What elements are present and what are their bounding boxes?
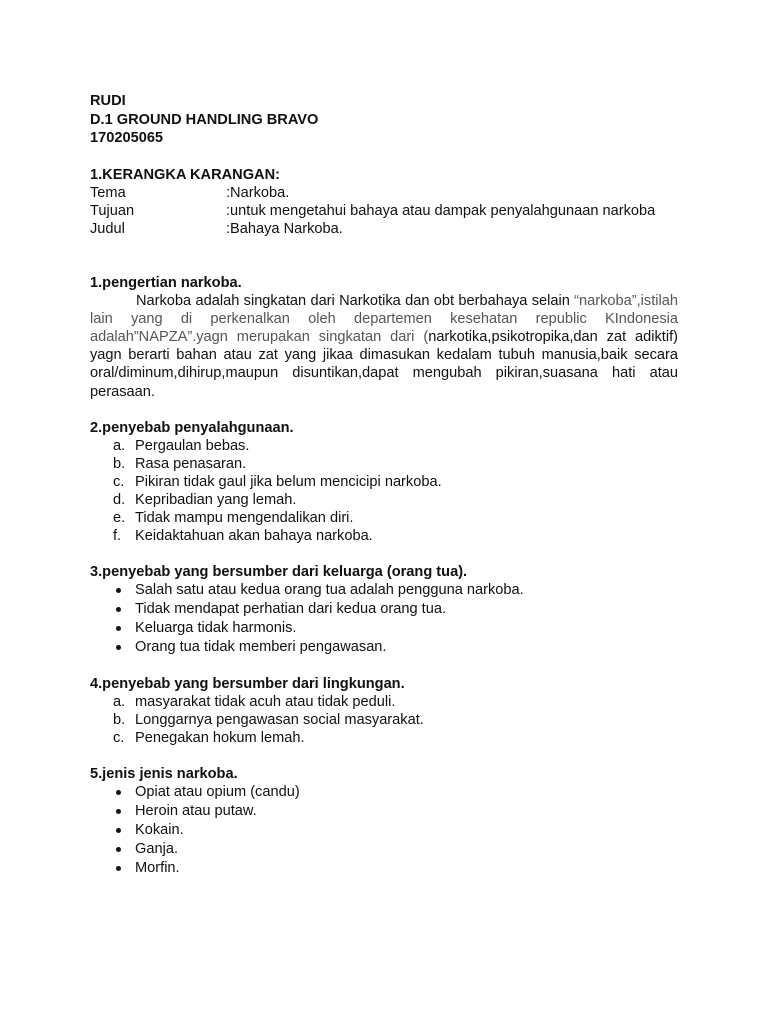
outline-key: Tema	[90, 184, 126, 201]
bullet-icon	[90, 859, 135, 878]
author-id-number: 170205065	[90, 130, 164, 146]
definition-paragraph	[90, 292, 678, 401]
list-marker: b.	[113, 711, 126, 728]
bullet-icon	[90, 840, 135, 859]
author-name: RUDI	[90, 93, 126, 109]
outline-key: Judul	[90, 220, 125, 237]
list-item	[90, 491, 678, 509]
paragraph-text: narkotika,psikotropika,dan zat adiktif) yagn berarti bahan atau zat yang jikaa dimasukan kedalam tubuh manusia,baik secara oral/diminum,dihirup,maupun disuntikan,dapat mengubah pikiran,suasana hati atau perasaan.	[90, 328, 679, 400]
causes-list	[90, 437, 678, 545]
list-item	[90, 509, 678, 527]
list-item-text: Tidak mampu mengendalikan diri.	[135, 509, 354, 526]
list-item	[90, 729, 678, 747]
list-marker: a.	[113, 693, 126, 710]
list-marker: d.	[113, 491, 126, 508]
list-item	[90, 859, 678, 878]
section-heading: 3.penyebab yang bersumber dari keluarga (orang tua).	[90, 563, 468, 580]
list-marker: a.	[113, 437, 126, 454]
section-types	[90, 765, 678, 878]
list-marker: f.	[113, 527, 122, 544]
list-item	[90, 711, 678, 729]
list-item-text: Heroin atau putaw.	[135, 802, 257, 819]
section-causes	[90, 419, 678, 545]
list-item-text: Keidaktahuan akan bahaya narkoba.	[135, 527, 373, 544]
list-item	[90, 783, 678, 802]
list-item	[90, 455, 678, 473]
list-item-text: Morfin.	[135, 859, 180, 876]
list-item	[90, 693, 678, 711]
paragraph-text: Narkoba adalah singkatan dari Narkotika dan obt berbahaya selain	[136, 292, 570, 309]
author-header	[90, 92, 678, 148]
bullet-icon	[90, 802, 135, 821]
section-environment-causes	[90, 675, 678, 747]
bullet-icon	[90, 783, 135, 802]
list-item-text: Keluarga tidak harmonis.	[135, 619, 297, 636]
list-item-text: Kokain.	[135, 821, 184, 838]
list-item-text: Longgarnya pengawasan social masyarakat.	[135, 711, 424, 728]
list-item-text: Opiat atau opium (candu)	[135, 783, 300, 800]
list-item	[90, 821, 678, 840]
outline-row	[90, 220, 678, 238]
list-item-text: Tidak mendapat perhatian dari kedua orang tua.	[135, 600, 447, 617]
list-item	[90, 473, 678, 491]
paragraph-text: “narkoba”,istilah lain yang di perkenalkan oleh departemen kesehatan republic KIndonesia adalah”NAPZA”.yagn merupakan singkatan dari (	[90, 292, 678, 345]
outline-title: 1.KERANGKA KARANGAN:	[90, 166, 280, 183]
section-definition	[90, 274, 678, 401]
outline-key: Tujuan	[90, 202, 135, 219]
list-marker: c.	[113, 473, 125, 490]
list-item-text: Ganja.	[135, 840, 178, 857]
list-item-text: Pergaulan bebas.	[135, 437, 250, 454]
bullet-icon	[90, 821, 135, 840]
outline-section	[90, 166, 678, 238]
document-page	[90, 92, 678, 878]
list-marker: e.	[113, 509, 126, 526]
section-heading: 4.penyebab yang bersumber dari lingkungan.	[90, 675, 405, 692]
bullet-icon	[90, 619, 135, 638]
outline-value: :untuk mengetahui bahaya atau dampak penyalahgunaan narkoba	[226, 202, 656, 219]
list-item	[90, 437, 678, 455]
drug-types-list	[90, 783, 678, 878]
bullet-icon	[90, 638, 135, 657]
list-marker: c.	[113, 729, 125, 746]
list-item-text: Kepribadian yang lemah.	[135, 491, 297, 508]
list-item	[90, 638, 678, 657]
author-class: D.1 GROUND HANDLING BRAVO	[90, 111, 319, 128]
list-item	[90, 802, 678, 821]
bullet-icon	[90, 581, 135, 600]
list-marker: b.	[113, 455, 126, 472]
list-item	[90, 619, 678, 638]
outline-row	[90, 202, 678, 220]
list-item	[90, 840, 678, 859]
list-item	[90, 600, 678, 619]
list-item	[90, 527, 678, 545]
outline-row	[90, 184, 678, 202]
section-heading: 1.pengertian narkoba.	[90, 274, 242, 291]
bullet-icon	[90, 600, 135, 619]
list-item-text: Pikiran tidak gaul jika belum mencicipi narkoba.	[135, 473, 442, 490]
list-item-text: Penegakan hokum lemah.	[135, 729, 305, 746]
list-item-text: masyarakat tidak acuh atau tidak peduli.	[135, 693, 396, 710]
list-item-text: Salah satu atau kedua orang tua adalah pengguna narkoba.	[135, 581, 524, 598]
list-item-text: Orang tua tidak memberi pengawasan.	[135, 638, 387, 655]
outline-value: :Narkoba.	[226, 184, 290, 201]
section-family-causes	[90, 563, 678, 657]
section-heading: 5.jenis jenis narkoba.	[90, 765, 238, 782]
list-item-text: Rasa penasaran.	[135, 455, 247, 472]
list-item	[90, 581, 678, 600]
family-causes-list	[90, 581, 678, 657]
environment-causes-list	[90, 693, 678, 747]
section-heading: 2.penyebab penyalahgunaan.	[90, 419, 294, 436]
outline-value: :Bahaya Narkoba.	[226, 220, 343, 237]
